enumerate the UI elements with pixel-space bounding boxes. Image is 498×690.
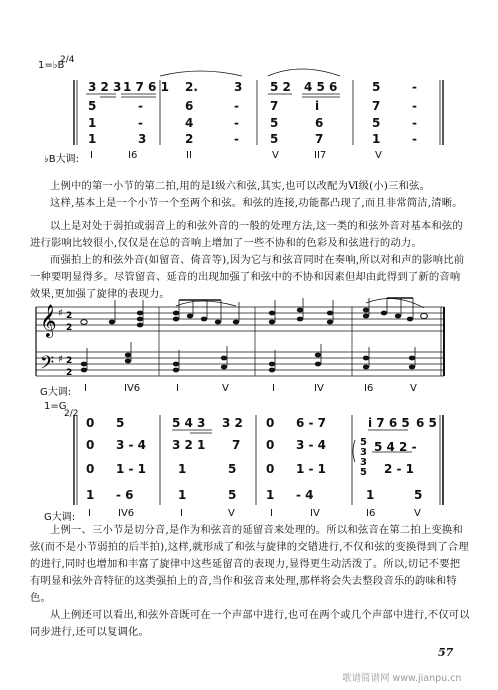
score-1-row-1-m3a: 5 2 — [270, 80, 291, 94]
staff-chord-3: I — [176, 383, 179, 394]
score-1-chord-6: V — [375, 150, 382, 161]
score-2-chord-key: G大调: — [44, 512, 76, 523]
score-1-row-4-m3a: 5 — [270, 132, 279, 146]
score-2-row-1-m2b: 3 2 — [222, 416, 243, 430]
key-signature-1: 1=♭B — [38, 60, 65, 71]
text-block-2 — [30, 522, 470, 641]
score-1-row-2-m4b: - — [412, 99, 417, 113]
score-2-chord-6: IV — [310, 508, 320, 519]
score-1-row-1-m2a: 2. — [185, 80, 198, 94]
page-number: 57 — [438, 646, 454, 659]
score-1-row-3-m2a: 4 — [185, 116, 194, 130]
score-1-row-3-m2b: - — [234, 116, 239, 130]
score-2-row-3-m3a: 0 — [266, 462, 275, 476]
paragraph-4: 而强拍上的和弦外音(如留音、倚音等),因为它与和弦音同时在奏响,所以对和声的影响比前一种要明显得多。尽管留音、延音的出现加强了和弦中的不协和因素但却由此得到了新的音响效果,更加强了旋律的表现力。 — [30, 254, 465, 300]
staff-chord-4: V — [222, 383, 229, 394]
score-1-row-2-m1a: 5 — [88, 99, 97, 113]
score-2-chord-5: I — [270, 508, 273, 519]
score-1-row-4-m2a: 2 — [185, 132, 194, 146]
time-signature-1: 2/4 — [60, 55, 75, 65]
score-2-row-3-m1b: 1 - 1 — [116, 462, 147, 476]
score-1-row-2-m3a: 7 — [270, 99, 279, 113]
score-1-row-1-m4a: 5 — [372, 80, 381, 94]
score-2-row-3-m2a: 1 — [178, 462, 187, 476]
score-1-chord-key: ♭B大调: — [44, 154, 79, 165]
score-1-row-4-m3b: 7 — [315, 132, 324, 146]
score-1-row-4-m1a: 1 — [88, 132, 97, 146]
score-2-row-4-m1b: - 6 — [116, 488, 134, 502]
score-2-row-4-m2b: 5 — [228, 488, 237, 502]
score-2-row-2-m3a: 0 — [266, 438, 275, 452]
score-1-row-4-m1b: 3 — [138, 132, 147, 146]
watermark: 歌谱简谱网 www.jianpu.cn — [342, 673, 462, 684]
score-2-row-3-m1a: 0 — [86, 462, 95, 476]
score-1-row-3-m4a: 5 — [372, 116, 381, 130]
score-2-row-3-m4a: 3 5 — [360, 457, 367, 478]
score-1-row-4-m2b: - — [234, 132, 239, 146]
score-1-chord-3: II — [186, 150, 192, 161]
score-1-chord-1: I — [90, 150, 93, 161]
score-2-row-3-m3b: 1 - 1 — [296, 462, 327, 476]
key-signature-2: 1=G — [44, 401, 67, 412]
score-1-row-2-m1b: - — [138, 99, 143, 113]
score-2-row-2-m4b: 5 4 2 - — [374, 440, 417, 454]
score-1-row-1-m3b: 4 5 6 — [304, 80, 338, 94]
score-2-row-1-m4b: 6 5 — [416, 416, 437, 430]
score-2-chord-7: I6 — [366, 508, 376, 519]
staff-chord-2: IV6 — [124, 383, 141, 394]
score-2-row-2-m1b: 3 - 4 — [116, 438, 147, 452]
score-2-row-4-m3a: 1 — [266, 488, 275, 502]
staff-chord-1: I — [84, 383, 87, 394]
score-2-row-2-m1a: 0 — [86, 438, 95, 452]
score-1-row-3-m3a: 5 — [270, 116, 279, 130]
score-2-row-4-m1a: 1 — [86, 488, 95, 502]
score-2-row-2-m2b: 7 — [232, 438, 241, 452]
score-2-row-3-m2b: 5 — [228, 462, 237, 476]
score-2-chord-8: V — [414, 508, 421, 519]
staff-chord-key: G大调: — [40, 387, 72, 398]
score-2-row-4-m3b: - 4 — [296, 488, 314, 502]
svg-text:2: 2 — [66, 368, 73, 378]
score-2-chord-2: IV6 — [118, 508, 135, 519]
score-2-chord-1: I — [88, 508, 91, 519]
score-1-row-1-m1b: 1 7 6 1 — [123, 80, 169, 94]
score-1-row-1-m1a: 3 2 3 — [88, 80, 122, 94]
score-1-row-1-m4b: - — [412, 80, 417, 94]
paragraph-3: 以上是对处于弱拍或弱音上的和弦外音的一般的处理方法,这一类的和弦外音对基本和弦的进行影响比较很小,仅仅是在总的音响上增加了一些不协和的色彩及和弦进行的动力。 — [30, 220, 463, 249]
svg-text:♯: ♯ — [58, 354, 63, 365]
paragraph-1: 上例中的第一小节的第二拍,用的是Ⅰ级六和弦,其实,也可以改配为Ⅵ级(小)三和弦。 — [50, 180, 431, 192]
svg-text:2: 2 — [66, 323, 73, 333]
score-1-row-3-m1a: 1 — [88, 116, 97, 130]
score-2-row-4-m4a: 1 — [366, 488, 375, 502]
score-2-row-1-m1a: 0 — [86, 416, 95, 430]
svg-text:♯: ♯ — [58, 308, 63, 319]
svg-text:2: 2 — [66, 356, 73, 366]
paragraph-2: 这样,基本上是一个小节一个至两个和弦。和弦的连接,功能都凸现了,而且非常简洁,清晰。 — [50, 197, 463, 209]
score-2-row-2-m3b: 3 - 4 — [296, 438, 327, 452]
score-1-chord-2: I6 — [128, 150, 138, 161]
score-2-row-4-m4b: 5 — [414, 488, 423, 502]
treble-clef-icon: 𝄞 — [40, 304, 57, 337]
score-2-row-4-m2a: 1 — [178, 488, 187, 502]
paragraph-5: 上例一、三小节是切分音,是作为和弦音的延留音来处理的。所以和弦音在第二拍上变换和弦(而不是小节弱拍的后半拍),这样,就形成了和弦与旋律的交错进行,不仅和弦的变换得到了合理的进行,同时也增加和丰富了旋律中这些延留音的表现力,显得更生动活泼了。所以,切记不要把有明显和弦外音特征的这类强拍上的音,当作和弦音来处理,那样将会失去整段音乐的韵味和特色。 — [30, 524, 469, 604]
score-2-row-1-m3a: 0 — [266, 416, 275, 430]
bass-clef-icon: 𝄢 — [40, 353, 55, 378]
score-1-row-4-m4b: - — [412, 132, 417, 146]
time-signature-2: 2/2 — [64, 409, 79, 419]
score-2-row-3-m4b: 2 - 1 — [384, 462, 415, 476]
score-1-row-3-m1b: - — [138, 116, 143, 130]
score-1-row-2-m3b: i — [315, 99, 320, 113]
score-1-row-2-m2b: - — [234, 99, 239, 113]
score-2-row-2-m4a: 5 3 — [360, 437, 367, 458]
score-1-row-2-m2a: 6 — [185, 99, 194, 113]
score-2-row-1-m2a: 5 4 3 — [172, 416, 206, 430]
staff-chord-6: IV — [314, 383, 324, 394]
staff-chord-5: I — [272, 383, 275, 394]
staff-chord-8: V — [410, 383, 417, 394]
score-2-row-1-m1b: 5 — [116, 416, 125, 430]
score-1-row-4-m4a: 1 — [372, 132, 381, 146]
score-1-row-1-m2b: 3 — [234, 80, 243, 94]
score-2-row-1-m4a: i 7 6 5 — [368, 416, 410, 430]
score-1-row-2-m4a: 7 — [372, 99, 381, 113]
score-2-row-2-m2a: 3 2 1 — [172, 438, 206, 452]
score-2-chord-4: V — [228, 508, 235, 519]
score-1-chord-4: V — [272, 150, 279, 161]
score-1-row-3-m4b: - — [412, 116, 417, 130]
score-1-row-3-m3b: 6 — [315, 116, 324, 130]
score-2-row-1-m3b: 6 - 7 — [296, 416, 327, 430]
svg-text:2: 2 — [66, 311, 73, 321]
score-1-chord-5: II7 — [314, 150, 327, 161]
staff-chord-7: I6 — [364, 383, 374, 394]
paragraph-6: 从上例还可以看出,和弦外音既可在一个声部中进行,也可在两个或几个声部中进行,不仅可以同步进行,还可以复调化。 — [30, 609, 470, 638]
score-2-chord-3: I — [180, 508, 183, 519]
